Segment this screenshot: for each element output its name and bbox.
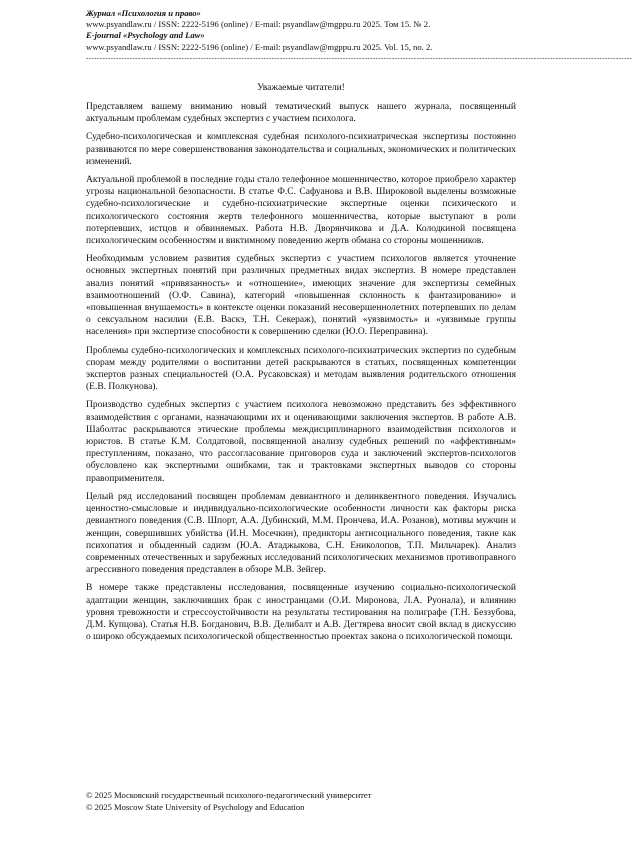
paragraph: В номере также представлены исследования, посвященные изучению социально-психологической адаптации женщин, заключивших брак с иностранцами (О.И. Миронова, Л.А. Руонала), и влиянию уровня тревожности и стрессоустойчивости на результаты тестирования на полиграфе (Т.Н. Беззубова, Д.М. Купцова). Статья Н.В. Богданович, В.В. Делибалт и А.В. Дегтярева вносит свой вклад в дискуссию о широко обсуждаемых психологической общественностью проектах закона о психологической помощи.	[86, 583, 516, 643]
article-title: Уважаемые читатели!	[257, 83, 345, 93]
paragraph: Актуальной проблемой в последние годы стало телефонное мошенничество, которое приобрело характер угрозы национальной безопасности. В статье Ф.С. Сафуанова и В.В. Широковой выделены возможные судебно-психологические и судебно-психиатрические экспертные оценки психического и психологического состояния жертв телефонного мошенничества, которые выступают в роли потерпевших, истцов и обвиняемых. Работа Н.В. Дворянчикова и Д.А. Колодкиной посвящена психологическим особенностям и виктимному поведению жертв обмана со стороны мошенников.	[86, 175, 516, 247]
paragraph: Судебно-психологическая и комплексная судебная психолого-психиатрическая экспертизы постоянно развиваются по мере совершенствования законодательства и социальных, экономических и политических изменений.	[86, 132, 516, 167]
journal-title-ru: Журнал «Психология и право»	[86, 8, 201, 18]
copyright-ru: © 2025 Московский государственный психолого-педагогический университет	[86, 790, 372, 800]
paragraph: Представляем вашему вниманию новый тематический выпуск нашего журнала, посвященный актуальным проблемам судебных экспертиз с участием психолога.	[86, 102, 516, 125]
page-footer	[86, 790, 518, 813]
journal-header	[86, 8, 632, 62]
paragraph: Необходимым условием развития судебных экспертиз с участием психологов является уточнение основных экспертных понятий при различных предметных видах экспертиз. В номере представлен анализ понятий «привязанность» и «отношение», имеющих значение для экспертизы семейных взаимоотношений (О.Ф. Савина), категорий «повышенная склонность к фантазированию» и «повышенная внушаемость» в контексте оценки показаний несовершеннолетних потерпевших по делам о сексуальном насилии (Е.В. Васкэ, Т.Н. Секераж), понятий «уязвимость» и «уязвимые группы населения» при экспертизе способности к совершению сделки (Ю.О. Переправина).	[86, 254, 516, 338]
header-divider: --------------------------------------------------------------------------------------------------------------------------------------------------------------------------------------------------------	[86, 53, 632, 62]
paragraph: Проблемы судебно-психологических и комплексных психолого-психиатрических экспертиз по судебным спорам между родителями о воспитании детей раскрываются в статьях, посвященных компетенции экспертов разных специальностей (О.А. Русаковская) и методам выявления родительского отношения (Е.В. Полкунова).	[86, 345, 516, 393]
paragraph: Производство судебных экспертиз с участием психолога невозможно представить без эффективного взаимодействия с органами, назначающими их и оценивающими заключения экспертов. В работе А.В. Шаболтас раскрываются этические проблемы междисциплинарного взаимодействия психологов и юристов. В статье К.М. Солдатовой, посвященной анализу судебных решений по «аффективным» преступлениям, показано, что рассогласование приговоров суда и заключений экспертов-психологов обусловлено как экспертными ошибками, так и трактовками экспертных выводов со стороны правоприменителя.	[86, 400, 516, 484]
journal-title-en: E-journal «Psychology and Law»	[86, 30, 205, 41]
journal-info-ru: www.psyandlaw.ru / ISSN: 2222-5196 (online) / E-mail: psyandlaw@mgppu.ru 2025. Том 15. № 2.	[86, 19, 431, 30]
article-body	[86, 82, 516, 649]
copyright-en: © 2025 Moscow State University of Psychology and Education	[86, 801, 305, 812]
journal-info-en: www.psyandlaw.ru / ISSN: 2222-5196 (online) / E-mail: psyandlaw@mgppu.ru 2025. Vol. 15, no. 2.	[86, 41, 433, 52]
paragraph: Целый ряд исследований посвящен проблемам девиантного и делинквентного поведения. Изучались ценностно-смысловые и индивидуально-психологические особенности личности как факторы риска девиантного поведения (С.В. Шпорт, А.А. Дубинский, М.М. Прончева, И.А. Розанов), мотивы мужчин и женщин, совершивших убийства (И.Н. Мосечкин), предикторы антисоциального поведения, такие как психопатия и обыденный садизм (Ю.А. Атаджыкова, С.Н. Ениколопов, Т.П. Мильчарек). Анализ современных отечественных и зарубежных исследований психологических механизмов противоправного агрессивного поведения представлен в обзоре М.В. Зейгер.	[86, 491, 516, 576]
